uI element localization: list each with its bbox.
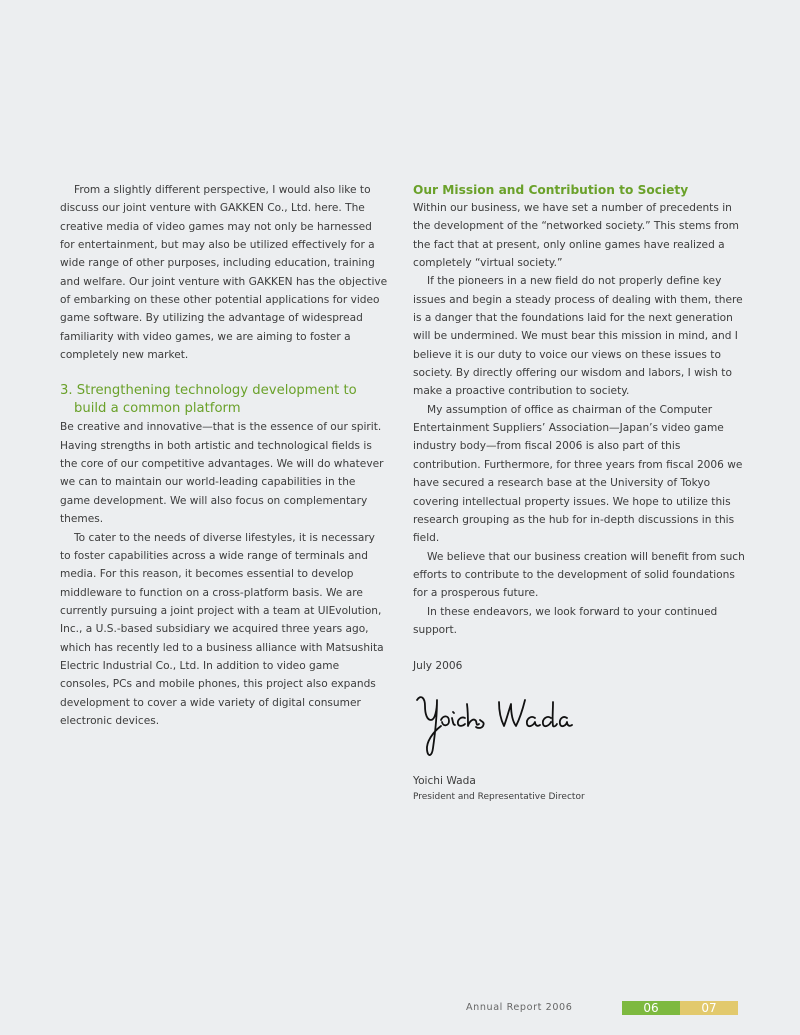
page-number-left: 06 bbox=[622, 1001, 680, 1015]
intro-paragraph: From a slightly different perspective, I would also like to discuss our joint venture with GAKKEN Co., Ltd. here. The creative media of video games may not only be harnessed for entertainment, but may also be utilized effectively for a wide range of other purposes, including education, training and welfare. Our joint venture with GAKKEN has the objective of embarking on these other potential applications for video game software. By utilizing the advantage of widespread familiarity with video games, we are aiming to foster a completely new market. bbox=[60, 184, 388, 362]
section-heading-mission: Our Mission and Contribution to Society bbox=[413, 183, 689, 197]
right-column bbox=[413, 181, 745, 804]
handwritten-signature bbox=[413, 690, 573, 760]
technology-paragraph-2: To cater to the needs of diverse lifestyles, it is necessary to foster capabilities across a wide range of terminals and media. For this reason, it becomes essential to develop middleware to function on a cross-platform basis. We are currently pursuing a joint project with a team at UIEvolution, Inc., a U.S.-based subsidiary we acquired three years ago, which has recently led to a business alliance with Matsushita Electric Industrial Co., Ltd. In addition to video game consoles, PCs and mobile phones, this project also expands development to cover a wide variety of digital consumer electronic devices. bbox=[60, 531, 384, 727]
page-footer bbox=[0, 1001, 800, 1015]
mission-paragraph-3: My assumption of office as chairman of the Computer Entertainment Suppliers’ Association—Japan’s video game industry body—from fiscal 2006 is also part of this contribution. Furthermore, for three years from fiscal 2006 we have secured a research base at the University of Tokyo covering intellectual property issues. We hope to utilize this research grouping as the hub for in-depth discussions in this field. bbox=[413, 403, 743, 545]
left-column bbox=[60, 181, 388, 730]
signatory-title: President and Representative Director bbox=[413, 791, 585, 802]
mission-paragraph-1: Within our business, we have set a number of precedents in the development of the “networked society.” This stems from the fact that at present, only online games have realized a completely “virtual society.” bbox=[413, 202, 739, 270]
page-number-right: 07 bbox=[680, 1001, 738, 1015]
signatory-name: Yoichi Wada bbox=[413, 774, 476, 787]
mission-paragraph-2: If the pioneers in a new field do not properly define key issues and begin a steady process of dealing with them, there is a danger that the foundations laid for the next generation will be undermined. We must bear this mission in mind, and I believe it is our duty to voice our views on these issues to society. By directly offering our wisdom and labors, I wish to make a proactive contribution to society. bbox=[413, 275, 743, 398]
technology-paragraph-1: Be creative and innovative—that is the essence of our spirit. Having strengths in both artistic and technological fields is the core of our competitive advantages. We will do whatever we can to maintain our world-leading capabilities in the game development. We will also focus on complementary themes. bbox=[60, 421, 384, 526]
letter-date: July 2006 bbox=[413, 660, 463, 673]
annual-report-label: Annual Report 2006 bbox=[466, 1002, 573, 1013]
mission-paragraph-4: We believe that our business creation will benefit from such efforts to contribute to the development of solid foundations for a prosperous future. bbox=[413, 550, 745, 600]
section-heading-technology: 3. Strengthening technology development to build a common platform bbox=[60, 383, 357, 417]
mission-paragraph-5: In these endeavors, we look forward to your continued support. bbox=[413, 605, 718, 636]
